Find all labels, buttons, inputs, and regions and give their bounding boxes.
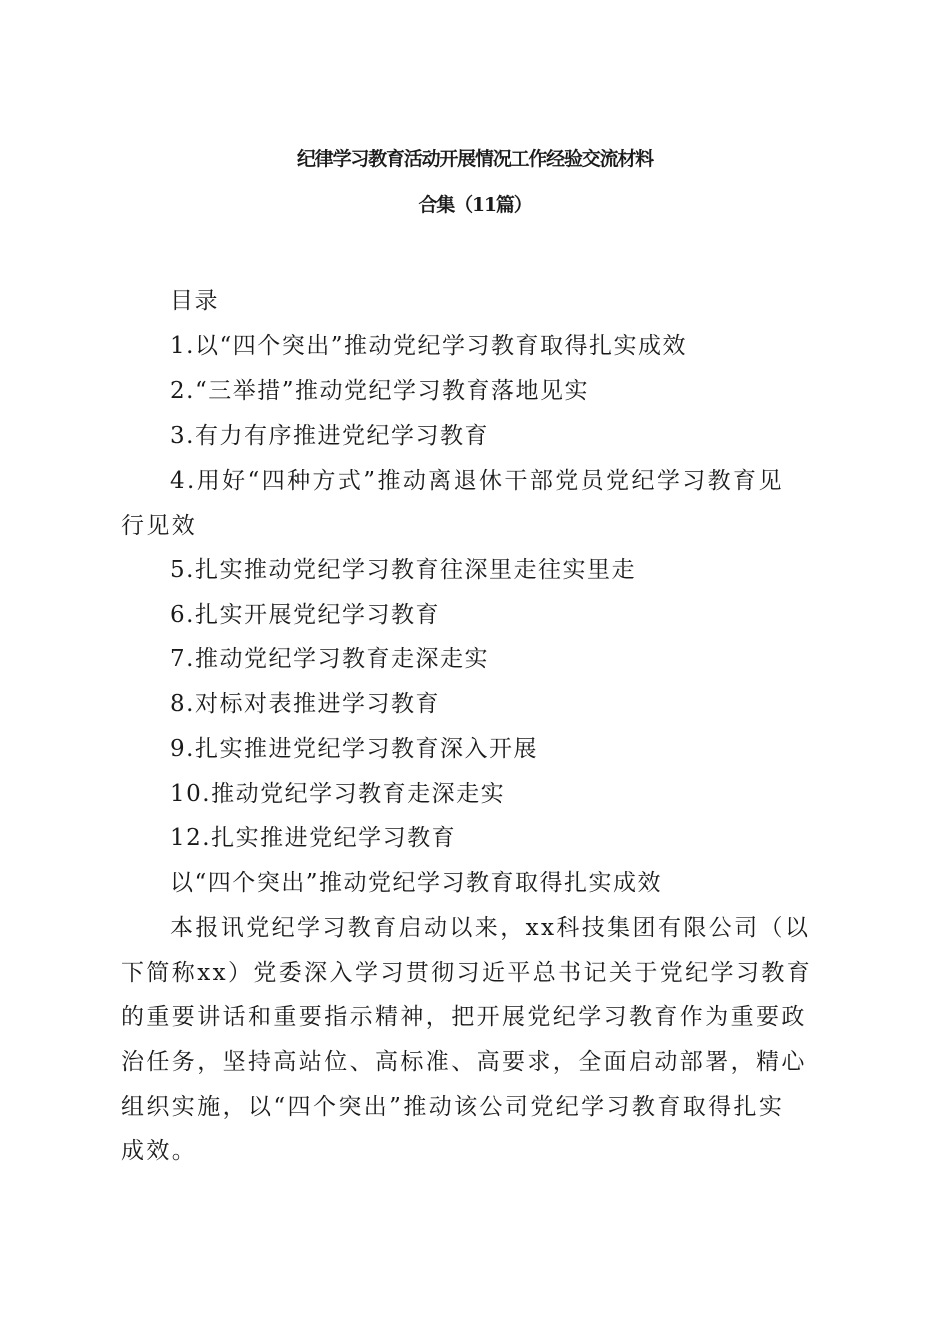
toc-item-continuation: 行见效: [121, 513, 198, 539]
section-heading: 以“四个突出”推动党纪学习教育取得扎实成效: [170, 870, 663, 896]
toc-item: 4.用好“四种方式”推动离退休干部党员党纪学习教育见: [170, 468, 784, 494]
toc-item: 8.对标对表推进学习教育: [170, 691, 440, 717]
paragraph-line: 治任务，坚持高站位、高标准、高要求，全面启动部署，精心: [121, 1049, 807, 1075]
toc-item: 6.扎实开展党纪学习教育: [170, 602, 440, 628]
document-title-line-1: 纪律学习教育活动开展情况工作经验交流材料: [296, 148, 653, 170]
toc-item: 12.扎实推进党纪学习教育: [170, 825, 457, 851]
paragraph-line: 的重要讲话和重要指示精神，把开展党纪学习教育作为重要政: [121, 1004, 807, 1030]
toc-item: 7.推动党纪学习教育走深走实: [170, 646, 489, 672]
paragraph-line: 组织实施，以“四个突出”推动该公司党纪学习教育取得扎实: [121, 1094, 785, 1120]
paragraph-line: 成效。: [121, 1138, 198, 1164]
toc-item: 5.扎实推动党纪学习教育往深里走往实里走: [170, 557, 636, 583]
paragraph-line: 本报讯党纪学习教育启动以来，xx科技集团有限公司（以: [170, 915, 811, 941]
paragraph-line: 下简称xx）党委深入学习贯彻习近平总书记关于党纪学习教育: [121, 960, 813, 986]
toc-item: 3.有力有序推进党纪学习教育: [170, 423, 489, 449]
toc-heading: 目录: [170, 288, 219, 314]
toc-item: 2.“三举措”推动党纪学习教育落地见实: [170, 378, 589, 404]
toc-item: 10.推动党纪学习教育走深走实: [170, 781, 506, 807]
toc-item: 1.以“四个突出”推动党纪学习教育取得扎实成效: [170, 333, 687, 359]
toc-item: 9.扎实推进党纪学习教育深入开展: [170, 736, 538, 762]
document-title-line-2: 合集（11篇）: [418, 194, 532, 216]
